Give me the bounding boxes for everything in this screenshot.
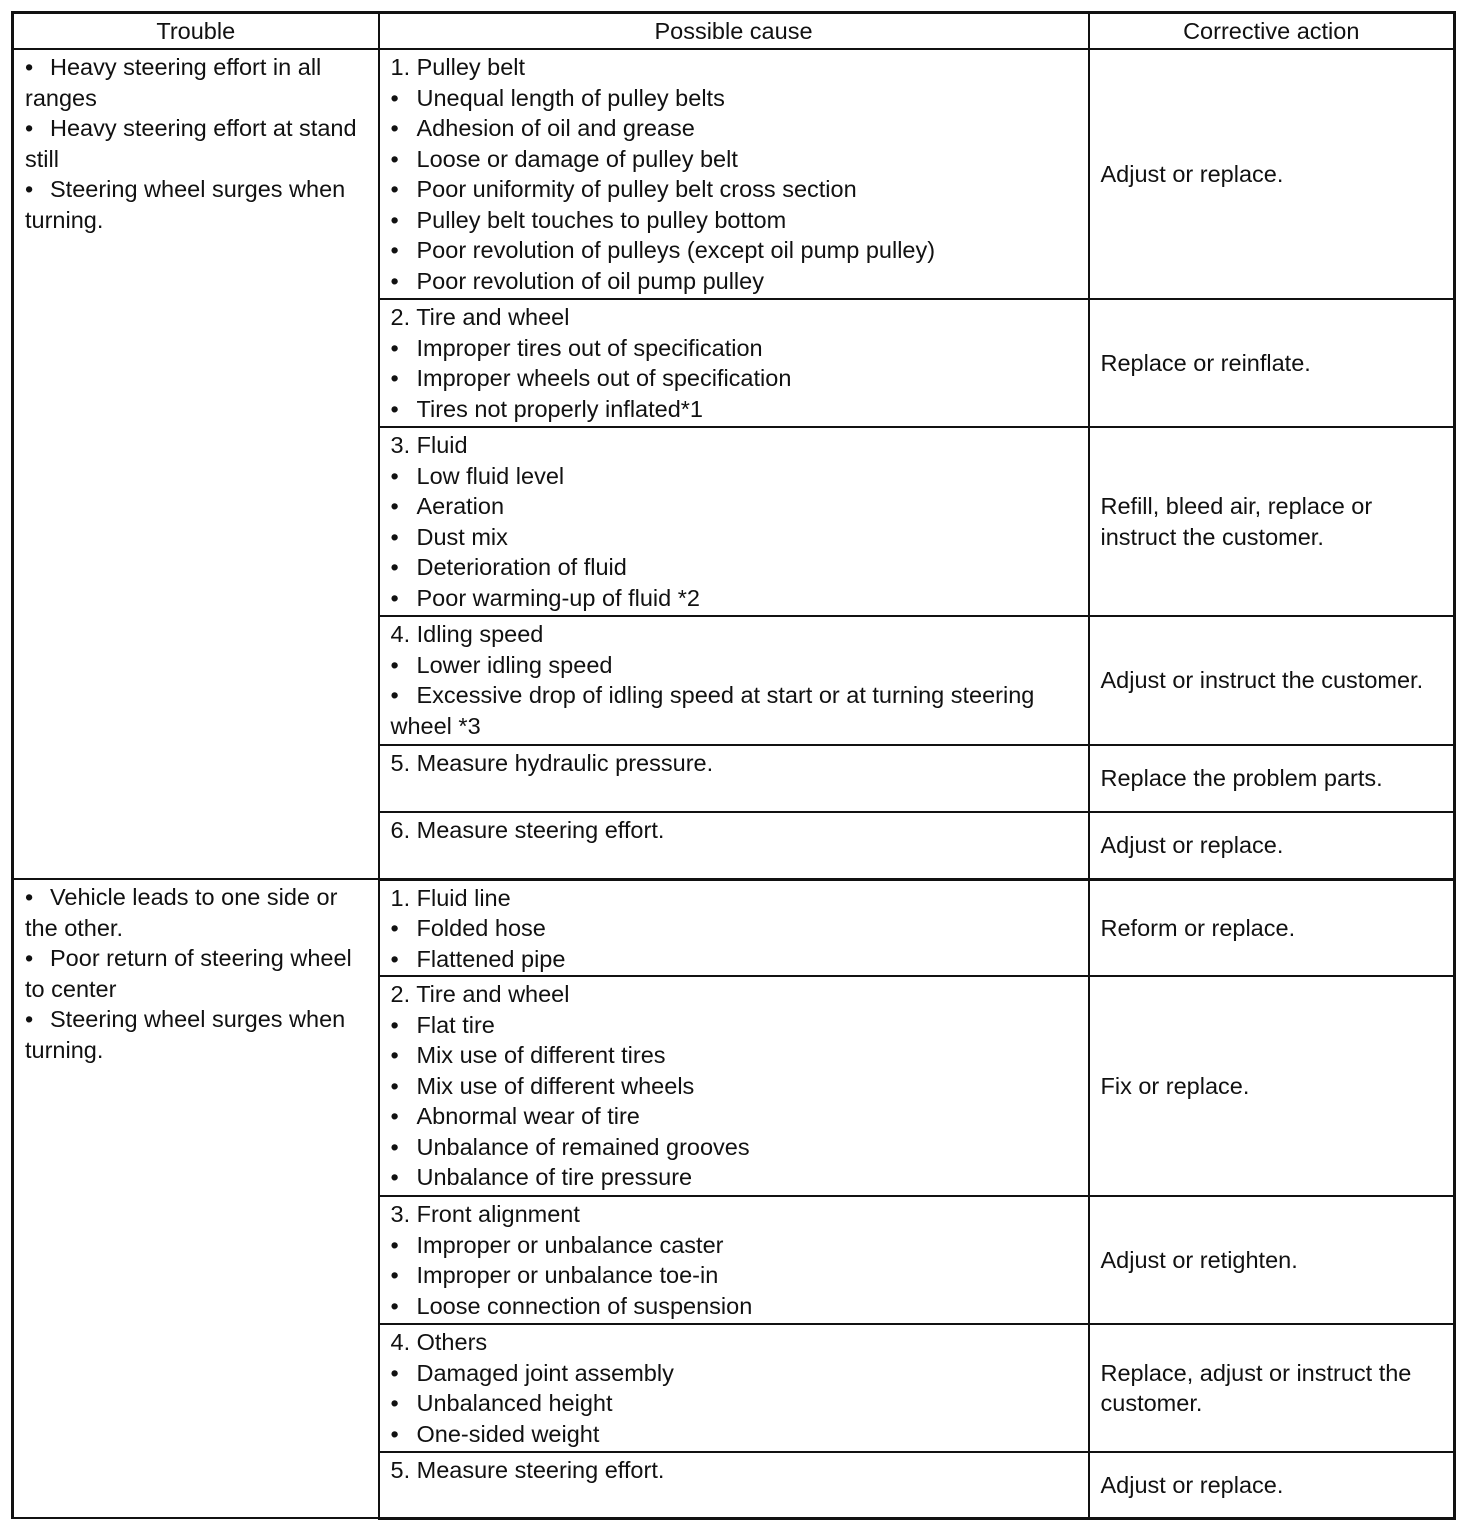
cause-item xyxy=(391,113,1082,144)
bullet-icon: • xyxy=(390,1042,399,1068)
cause-item xyxy=(391,680,1082,741)
cause-item xyxy=(391,235,1082,266)
cause-title: 6. Measure steering effort. xyxy=(390,817,665,843)
cause-title: 5. Measure steering effort. xyxy=(390,1457,665,1483)
cause-item-text: Flattened pipe xyxy=(416,945,566,972)
cause-item-text: Pulley belt touches to pulley bottom xyxy=(416,206,787,233)
cause-item xyxy=(391,144,1082,175)
possible-cause-cell xyxy=(379,976,1089,1196)
corrective-action-cell: Adjust or replace. xyxy=(1089,1452,1455,1518)
bullet-icon: • xyxy=(25,945,34,971)
bullet-icon: • xyxy=(390,651,399,678)
bullet-icon: • xyxy=(390,1011,399,1038)
corrective-action-cell: Adjust or retighten. xyxy=(1089,1196,1455,1324)
cause-item-text: Improper or unbalance caster xyxy=(416,1231,724,1258)
table-body xyxy=(13,49,1455,1518)
cause-item xyxy=(391,1230,1082,1261)
bullet-icon: • xyxy=(390,584,399,611)
header-corrective-action: Corrective action xyxy=(1089,13,1455,50)
possible-cause-cell xyxy=(379,1196,1089,1324)
trouble-item xyxy=(25,882,372,943)
trouble-item xyxy=(25,943,372,1004)
cause-item xyxy=(391,174,1082,205)
cause-item xyxy=(391,83,1082,114)
cause-item xyxy=(391,1101,1082,1132)
cause-item-text: Unequal length of pulley belts xyxy=(416,84,725,111)
cause-item-text: Mix use of different wheels xyxy=(416,1072,695,1099)
cause-item xyxy=(391,552,1082,583)
bullet-icon: • xyxy=(390,206,399,233)
cause-item xyxy=(391,1388,1082,1419)
cause-item-text: Low fluid level xyxy=(416,462,565,489)
possible-cause-cell xyxy=(379,812,1089,879)
cause-item xyxy=(391,394,1082,425)
bullet-icon: • xyxy=(390,1292,399,1319)
cause-item-text: Tires not properly inflated*1 xyxy=(416,395,703,422)
cause-item xyxy=(391,1132,1082,1163)
cause-item xyxy=(391,1162,1082,1193)
cause-title: 1. Fluid line xyxy=(390,884,511,911)
header-row xyxy=(13,13,1455,50)
table-row xyxy=(13,49,1455,299)
cause-item-text: Dust mix xyxy=(416,523,508,550)
cause-item-text: Lower idling speed xyxy=(416,651,613,678)
corrective-action-cell: Reform or replace. xyxy=(1089,879,1455,976)
bullet-icon: • xyxy=(390,1420,399,1447)
cause-item-text: Aeration xyxy=(416,493,505,519)
cause-item xyxy=(391,266,1082,297)
cause-item xyxy=(391,1260,1082,1291)
bullet-icon: • xyxy=(390,334,399,361)
bullet-icon: • xyxy=(390,682,399,708)
cause-item-text: Improper or unbalance toe-in xyxy=(416,1262,719,1288)
corrective-action-cell: Refill, bleed air, replace or instruct the customer. xyxy=(1089,427,1455,616)
bullet-icon: • xyxy=(390,145,399,172)
cause-item-text: Improper tires out of specification xyxy=(416,334,763,361)
cause-item xyxy=(391,583,1082,614)
header-trouble: Trouble xyxy=(13,13,379,50)
cause-item-text: Mix use of different tires xyxy=(416,1042,666,1068)
cause-item xyxy=(391,1010,1082,1041)
cause-title: 2. Tire and wheel xyxy=(390,304,570,330)
cause-title: 5. Measure hydraulic pressure. xyxy=(390,750,714,776)
cause-item-text: Damaged joint assembly xyxy=(416,1359,674,1386)
cause-item-text: Poor uniformity of pulley belt cross section xyxy=(416,176,857,202)
bullet-icon: • xyxy=(390,493,399,519)
cause-item-text: Poor warming-up of fluid *2 xyxy=(416,584,700,611)
trouble-text: Steering wheel surges when turning. xyxy=(25,176,346,233)
trouble-item xyxy=(25,52,372,113)
cause-item xyxy=(391,333,1082,364)
bullet-icon: • xyxy=(390,1103,399,1129)
cause-item xyxy=(391,491,1082,522)
possible-cause-cell xyxy=(379,299,1089,427)
corrective-action-cell: Fix or replace. xyxy=(1089,976,1455,1196)
cause-item xyxy=(391,913,1082,944)
troubleshooting-table xyxy=(11,11,1456,1520)
trouble-item xyxy=(25,1004,372,1065)
bullet-icon: • xyxy=(390,945,399,972)
trouble-text: Heavy steering effort in all ranges xyxy=(25,54,322,111)
trouble-text: Heavy steering effort at stand still xyxy=(25,115,357,172)
trouble-cell xyxy=(13,49,379,879)
cause-item xyxy=(391,205,1082,236)
table-row xyxy=(13,879,1455,976)
bullet-icon: • xyxy=(25,176,34,202)
cause-item-text: Adhesion of oil and grease xyxy=(416,115,695,141)
cause-item-text: Poor revolution of pulleys (except oil pump pulley) xyxy=(416,237,936,263)
bullet-icon: • xyxy=(390,1072,399,1099)
possible-cause-cell xyxy=(379,616,1089,745)
corrective-action-cell: Adjust or replace. xyxy=(1089,49,1455,299)
bullet-icon: • xyxy=(390,395,399,422)
cause-title: 4. Others xyxy=(390,1329,488,1355)
trouble-cell xyxy=(13,879,379,1518)
cause-item-text: Unbalance of tire pressure xyxy=(416,1164,693,1190)
cause-item-text: Poor revolution of oil pump pulley xyxy=(416,267,764,294)
cause-item xyxy=(391,363,1082,394)
bullet-icon: • xyxy=(390,1359,399,1386)
corrective-action-cell: Adjust or replace. xyxy=(1089,812,1455,879)
corrective-action-cell: Replace or reinflate. xyxy=(1089,299,1455,427)
cause-item xyxy=(391,1291,1082,1322)
bullet-icon: • xyxy=(390,1262,399,1288)
bullet-icon: • xyxy=(390,176,399,202)
cause-item xyxy=(391,461,1082,492)
possible-cause-cell xyxy=(379,427,1089,616)
cause-title: 4. Idling speed xyxy=(390,621,544,647)
cause-item xyxy=(391,1419,1082,1450)
bullet-icon: • xyxy=(390,1164,399,1190)
cause-item-text: Unbalanced height xyxy=(416,1390,613,1416)
cause-item xyxy=(391,650,1082,681)
trouble-item xyxy=(25,174,372,235)
cause-item xyxy=(391,1040,1082,1071)
corrective-action-cell: Adjust or instruct the customer. xyxy=(1089,616,1455,745)
cause-item xyxy=(391,944,1082,975)
cause-item-text: Loose or damage of pulley belt xyxy=(416,145,738,172)
cause-item-text: Deterioration of fluid xyxy=(416,554,627,580)
bullet-icon: • xyxy=(25,54,34,80)
bullet-icon: • xyxy=(390,915,399,941)
cause-title: 1. Pulley belt xyxy=(390,54,526,80)
cause-item-text: Excessive drop of idling speed at start or at turning steering wheel *3 xyxy=(390,682,1035,739)
possible-cause-cell xyxy=(379,49,1089,299)
bullet-icon: • xyxy=(390,1231,399,1258)
header-possible-cause: Possible cause xyxy=(379,13,1089,50)
bullet-icon: • xyxy=(390,365,399,391)
corrective-action-cell: Replace the problem parts. xyxy=(1089,745,1455,812)
cause-item-text: Unbalance of remained grooves xyxy=(416,1133,750,1160)
cause-item xyxy=(391,1071,1082,1102)
cause-item-text: Improper wheels out of specification xyxy=(416,365,792,391)
cause-item-text: Flat tire xyxy=(416,1011,495,1038)
cause-title: 2. Tire and wheel xyxy=(390,981,570,1007)
bullet-icon: • xyxy=(390,115,399,141)
trouble-text: Vehicle leads to one side or the other. xyxy=(25,884,338,941)
trouble-item xyxy=(25,113,372,174)
bullet-icon: • xyxy=(390,554,399,580)
cause-item xyxy=(391,1358,1082,1389)
bullet-icon: • xyxy=(25,1006,34,1032)
possible-cause-cell xyxy=(379,1324,1089,1452)
table-header xyxy=(13,13,1455,50)
bullet-icon: • xyxy=(390,1133,399,1160)
possible-cause-cell xyxy=(379,879,1089,976)
cause-item-text: Loose connection of suspension xyxy=(416,1292,753,1319)
corrective-action-cell: Replace, adjust or instruct the customer. xyxy=(1089,1324,1455,1452)
bullet-icon: • xyxy=(25,884,34,910)
bullet-icon: • xyxy=(390,462,399,489)
bullet-icon: • xyxy=(390,267,399,294)
bullet-icon: • xyxy=(390,1390,399,1416)
possible-cause-cell xyxy=(379,745,1089,812)
cause-title: 3. Front alignment xyxy=(390,1201,580,1227)
cause-item-text: Abnormal wear of tire xyxy=(416,1103,640,1129)
cause-item-text: Folded hose xyxy=(416,915,546,941)
trouble-text: Poor return of steering wheel to center xyxy=(25,945,352,1002)
cause-title: 3. Fluid xyxy=(390,432,468,458)
possible-cause-cell xyxy=(379,1452,1089,1518)
trouble-text: Steering wheel surges when turning. xyxy=(25,1006,346,1063)
cause-item-text: One-sided weight xyxy=(416,1420,600,1447)
bullet-icon: • xyxy=(390,523,399,550)
bullet-icon: • xyxy=(390,84,399,111)
bullet-icon: • xyxy=(25,115,34,141)
cause-item xyxy=(391,522,1082,553)
bullet-icon: • xyxy=(390,237,399,263)
